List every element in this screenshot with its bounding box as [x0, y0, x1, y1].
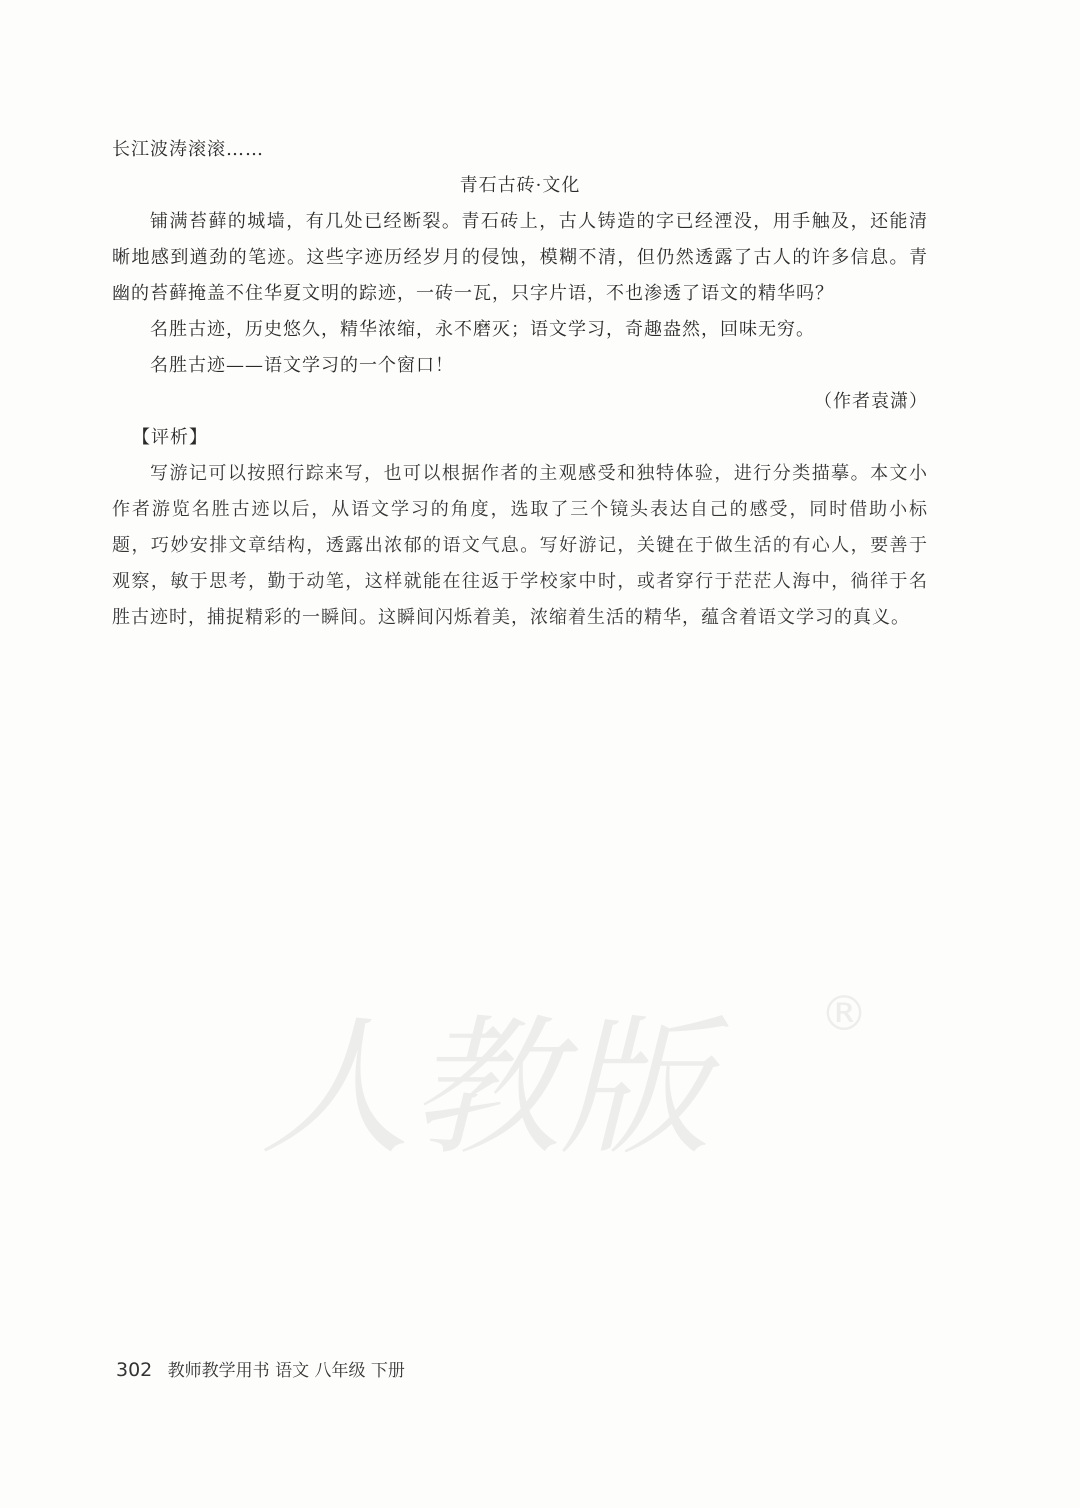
intro-line: 长江波涛滚滚……: [112, 139, 264, 160]
section-subheading: 青石古砖·文化: [459, 175, 581, 196]
comment-heading: 【评析】: [132, 427, 208, 448]
page-number: 302: [116, 1359, 153, 1381]
book-title: 教师教学用书 语文 八年级 下册: [167, 1361, 405, 1381]
paragraph: 名胜古迹——语文学习的一个窗口！: [150, 355, 454, 376]
analysis-paragraph: 写游记可以按照行踪来写，也可以根据作者的主观感受和独特体验，进行分类描摹。本文小作者游览名胜古迹以后，从语文学习的角度，选取了三个镜头表达自己的感受，同时借助小标题，巧妙安排文章结构，透露出浓郁的语文气息。写好游记，关键在于做生活的有心人，要善于观察，敏于思考，勤于动笔，这样就能在往返于学校家中时，或者穿行于茫茫人海中，徜徉于名胜古迹时，捕捉精彩的一瞬间。这瞬间闪烁着美，浓缩着生活的精华，蕴含着语文学习的真义。: [112, 463, 928, 628]
author-credit: （作者袁潇）: [814, 391, 928, 412]
svg-text:®: ®: [820, 986, 868, 1042]
body-text: [112, 132, 928, 636]
page-footer: [116, 1356, 405, 1381]
paragraph: 铺满苔藓的城墙，有几处已经断裂。青石砖上，古人铸造的字已经湮没，用手触及，还能清晰地感到遒劲的笔迹。这些字迹历经岁月的侵蚀，模糊不清，但仍然透露了古人的许多信息。青幽的苔藓掩盖不住华夏文明的踪迹，一砖一瓦，只字片语，不也渗透了语文的精华吗？: [112, 211, 928, 304]
publisher-watermark: [200, 970, 900, 1190]
paragraph: 名胜古迹，历史悠久，精华浓缩，永不磨灭；语文学习，奇趣盎然，回味无穷。: [150, 319, 815, 340]
svg-text:人教版: 人教版: [260, 1002, 711, 1176]
